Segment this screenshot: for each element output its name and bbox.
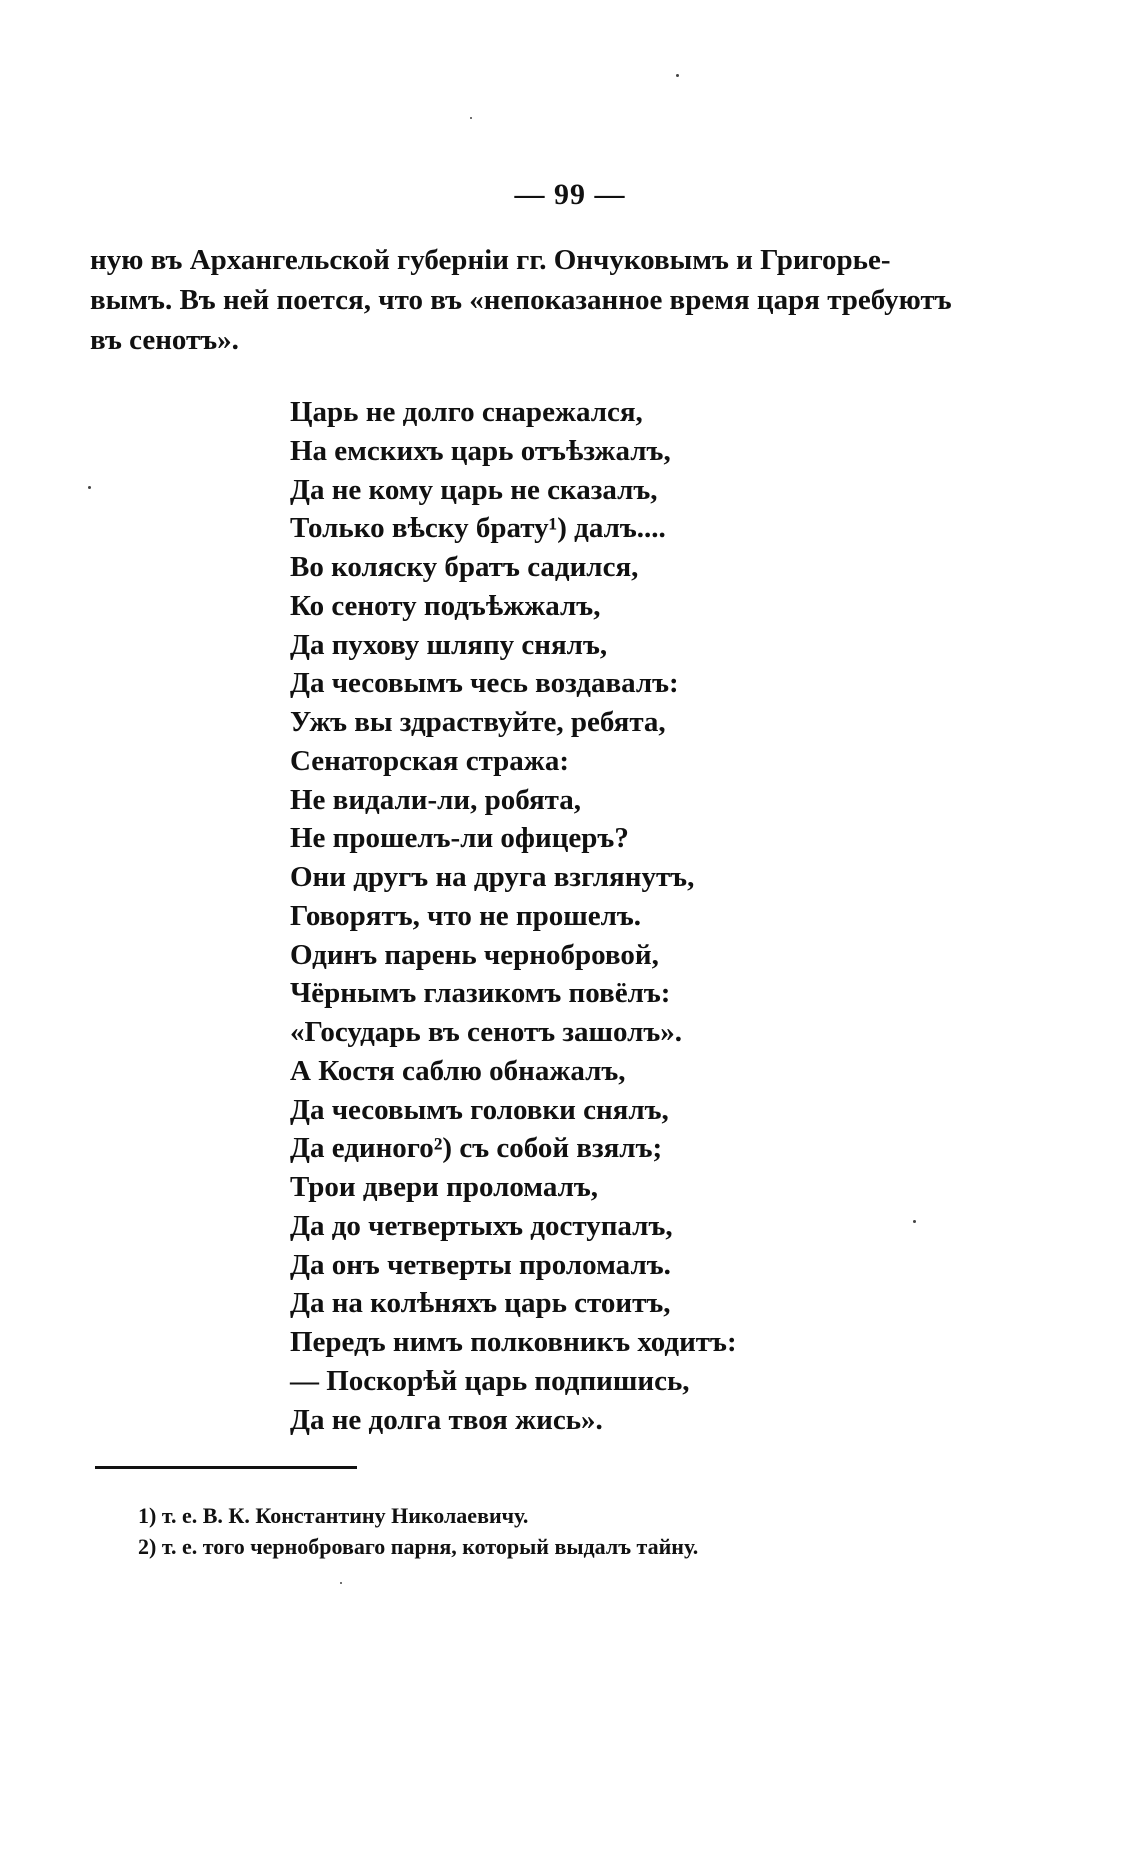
- intro-line: въ сенотъ».: [90, 324, 239, 356]
- poem-line: Да не долга твоя жись».: [290, 1403, 603, 1436]
- poem: [290, 393, 737, 1439]
- poem-line: Говорятъ, что не прошелъ.: [290, 899, 642, 932]
- footnotes: [138, 1500, 698, 1562]
- poem-line: Одинъ парень чернобровой,: [290, 938, 659, 971]
- poem-line: Они другъ на друга взглянутъ,: [290, 861, 695, 893]
- scan-speck: [88, 486, 91, 489]
- poem-line: Не прошелъ-ли офицеръ?: [290, 822, 629, 855]
- poem-line: Сенаторская стража:: [290, 744, 569, 777]
- poem-line: «Государь въ сенотъ зашолъ».: [290, 1016, 683, 1048]
- page-number: — 99 —: [514, 178, 626, 211]
- poem-line: Да чесовымъ чесь воздавалъ:: [290, 667, 679, 700]
- intro-line: вымъ. Въ ней поется, что въ «непоказанное время царя требуютъ: [90, 284, 952, 316]
- scan-speck: [470, 117, 472, 119]
- poem-line: Да не кому царь не сказалъ,: [290, 473, 658, 506]
- poem-line: На емскихъ царь отъѣзжалъ,: [290, 434, 671, 467]
- poem-line: Передъ нимъ полковникъ ходитъ:: [290, 1326, 737, 1358]
- poem-line: Во коляску братъ садился,: [290, 551, 639, 583]
- poem-line: Царь не долго снарежался,: [290, 396, 643, 428]
- poem-line: — Поскорѣй царь подпишись,: [290, 1364, 690, 1397]
- poem-line: Да онъ четверты проломалъ.: [290, 1248, 671, 1281]
- poem-line: Да чесовымъ головки снялъ,: [290, 1093, 669, 1126]
- poem-line: Ужъ вы здраствуйте, ребята,: [290, 706, 666, 738]
- poem-line: Ко сеноту подъѣжжалъ,: [290, 589, 601, 622]
- footnote: 2) т. е. того черноброваго парня, который выдалъ тайну.: [138, 1534, 699, 1559]
- footnote-rule: [95, 1466, 357, 1469]
- poem-line: Да единого²) съ собой взялъ;: [290, 1132, 663, 1165]
- footnote: 1) т. е. В. К. Константину Николаевичу.: [138, 1503, 529, 1528]
- intro-paragraph: [90, 240, 952, 360]
- poem-line: Да до четвертыхъ доступалъ,: [290, 1209, 673, 1242]
- poem-line: Да пухову шляпу снялъ,: [290, 628, 608, 661]
- poem-line: Трои двери проломалъ,: [290, 1171, 599, 1203]
- poem-line: Чёрнымъ глазикомъ повёлъ:: [290, 977, 671, 1010]
- scan-speck: [340, 1582, 342, 1584]
- poem-line: Не видали-ли, робята,: [290, 783, 582, 816]
- scan-speck: [913, 1220, 916, 1223]
- intro-line: ную въ Архангельской губерніи гг. Ончуковымъ и Григорье-: [90, 244, 891, 276]
- poem-line: Только вѣску брату¹) далъ....: [290, 512, 666, 545]
- scan-speck: [676, 74, 679, 77]
- poem-line: Да на колѣняхъ царь стоитъ,: [290, 1287, 671, 1320]
- poem-line: А Костя саблю обнажалъ,: [290, 1054, 626, 1087]
